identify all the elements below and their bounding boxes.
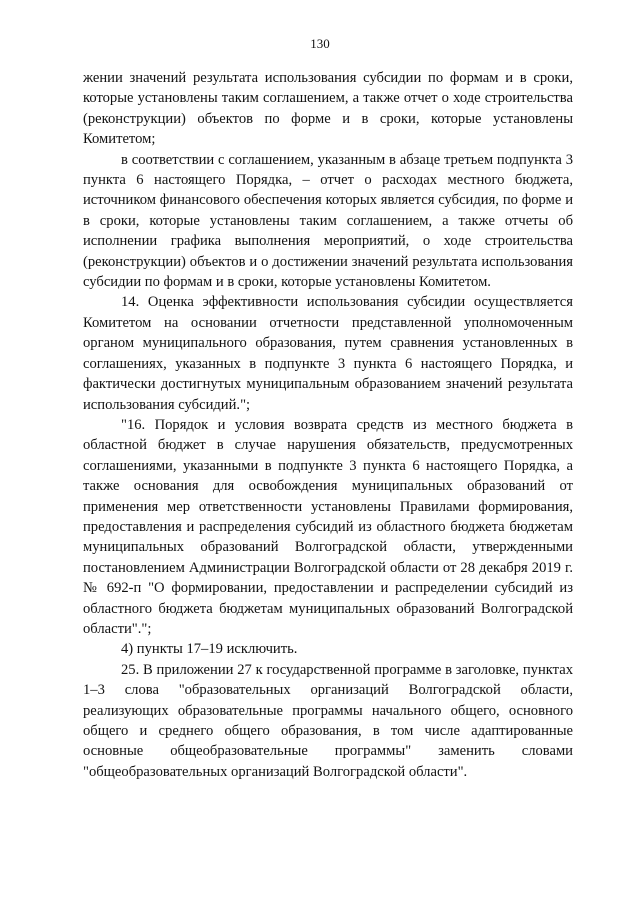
paragraph-report-agreement: в соответствии с соглашением, указанным в абзаце третьем подпункта 3 пункта 6 настоящего Порядка, – отчет о расходах местного бюджета, источником финансового обеспечения которых является субсидия, по форме и в сроки, которые установлены таким соглашением, а также отчеты об исполнении графика выполнения мероприятий, о ходе строительства (реконструкции) объектов и о достижении значений результата использования субсидии по формам и в сроки, которые установлены Комитетом. bbox=[83, 151, 573, 291]
paragraph-item-16: "16. Порядок и условия возврата средств из местного бюджета в областной бюджет в случае нарушения обязательств, предусмотренных соглашениями, указанными в подпункте 3 пункта 6 настоящего Порядка, а также основания для освобождения муниципальных образований от применения мер ответственности установлены Правилами формирования, предоставления и распределения субсидий из областного бюджета бюджетам муниципальных образований Волгоградской области, утвержденными постановлением Администрации Волгоградской области от 28 декабря 2019 г. № 692-п "О формировании, предоставлении и распределении субсидий из областного бюджета бюджетам муниципальных образований Волгоградской области"."; bbox=[83, 416, 573, 637]
paragraph-exclude-items: 4) пункты 17–19 исключить. bbox=[121, 641, 298, 658]
paragraph-item-14: 14. Оценка эффективности использования субсидии осуществляется Комитетом на основании отчетности представленной уполномоченным органом муниципального образования, путем сравнения установленных в соглашениях, указанных в подпункте 3 пункта 6 настоящего Порядка, и фактически достигнутых муниципальным образованием значений результата использования субсидий."; bbox=[83, 294, 573, 413]
page-number: 130 bbox=[310, 36, 330, 51]
paragraph-item-25: 25. В приложении 27 к государственной программе в заголовке, пунктах 1–3 слова "образовательных организаций Волгоградской области, реализующих образовательные программы начального общего, основного общего и среднего общего образования, в том числе адаптированные основные общеобразовательные программы" заменить словами "общеобразовательных организаций Волгоградской области". bbox=[83, 661, 573, 780]
document-body bbox=[83, 68, 573, 782]
paragraph-continuation: жении значений результата использования субсидии по формам и в сроки, которые установлены таким соглашением, а также отчет о ходе строительства (реконструкции) объектов по форме и в сроки, которые установлены Комитетом; bbox=[83, 70, 573, 148]
